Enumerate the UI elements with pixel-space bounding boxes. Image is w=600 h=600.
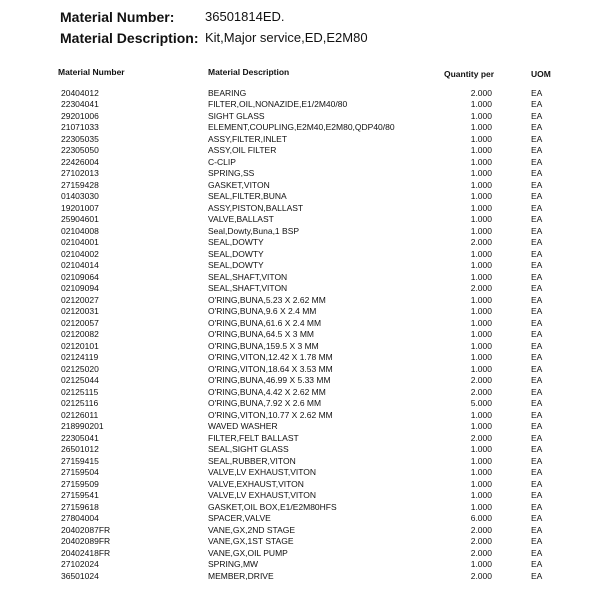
material-number-cell: 02104014 xyxy=(61,260,99,270)
material-description-cell: SEAL,DOWTY xyxy=(208,237,264,247)
material-number-cell: 20402087FR xyxy=(61,524,111,535)
material-number-cell: 02120057 xyxy=(61,317,99,328)
table-row xyxy=(0,559,600,571)
material-number-cell: 20402418FR xyxy=(61,547,111,558)
material-number-cell: 02120027 xyxy=(61,294,99,305)
uom-cell: EA xyxy=(531,490,543,500)
material-description-cell: O'RING,BUNA,64.5 X 3 MM xyxy=(208,329,315,339)
quantity-cell: 1.000 xyxy=(470,133,492,144)
material-number-cell: 27159415 xyxy=(61,455,99,466)
material-number-cell: 02104002 xyxy=(61,248,99,259)
uom-cell: EA xyxy=(531,455,543,466)
material-number-cell: 27159504 xyxy=(61,467,99,477)
materials-table xyxy=(0,88,600,583)
quantity-cell: 1.000 xyxy=(470,225,492,236)
uom-cell: EA xyxy=(531,145,543,155)
uom-cell: EA xyxy=(531,524,543,535)
material-description-cell: O'RING,BUNA,61.6 X 2.4 MM xyxy=(208,317,322,328)
material-description-cell: O'RING,BUNA,7.92 X 2.6 MM xyxy=(208,398,322,408)
quantity-cell: 1.000 xyxy=(470,329,492,339)
material-number-cell: 19201007 xyxy=(61,202,99,213)
quantity-cell: 2.000 xyxy=(470,375,492,385)
material-number-cell: 22305041 xyxy=(61,432,99,443)
table-row xyxy=(0,272,600,284)
material-number-cell: 02126011 xyxy=(61,409,99,420)
material-description-cell: ASSY,OIL FILTER xyxy=(208,145,277,155)
material-number-cell: 218990201 xyxy=(61,421,104,431)
table-row xyxy=(0,467,600,479)
material-description-cell: VALVE,BALLAST xyxy=(208,214,274,224)
table-row xyxy=(0,513,600,525)
table-row xyxy=(0,329,600,341)
uom-cell: EA xyxy=(531,87,543,98)
quantity-cell: 2.000 xyxy=(470,570,492,581)
quantity-cell: 2.000 xyxy=(470,237,492,247)
table-row xyxy=(0,490,600,502)
uom-cell: EA xyxy=(531,283,543,293)
quantity-cell: 2.000 xyxy=(470,536,492,546)
material-number-cell: 22305035 xyxy=(61,133,99,144)
material-number-cell: 36501024 xyxy=(61,570,99,581)
material-number-cell: 27159509 xyxy=(61,478,99,489)
uom-cell: EA xyxy=(531,432,543,443)
uom-cell: EA xyxy=(531,248,543,259)
table-row xyxy=(0,548,600,560)
table-row xyxy=(0,180,600,192)
quantity-cell: 1.000 xyxy=(470,444,492,454)
material-number-cell: 20404012 xyxy=(61,87,99,98)
quantity-cell: 1.000 xyxy=(470,409,492,420)
table-row xyxy=(0,433,600,445)
material-description-cell: SPRING,SS xyxy=(208,168,255,178)
column-header-quantity: Quantity per xyxy=(444,69,495,79)
uom-cell: EA xyxy=(531,317,543,328)
uom-cell: EA xyxy=(531,122,543,132)
table-row xyxy=(0,295,600,307)
table-row xyxy=(0,410,600,422)
material-number-cell: 02125020 xyxy=(61,363,99,374)
quantity-cell: 1.000 xyxy=(470,559,492,569)
uom-cell: EA xyxy=(531,363,543,374)
uom-cell: EA xyxy=(531,398,543,408)
material-description-cell: FILTER,OIL,NONAZIDE,E1/2M40/80 xyxy=(208,99,348,109)
quantity-cell: 1.000 xyxy=(470,214,492,224)
material-description-cell: VALVE,LV EXHAUST,VITON xyxy=(208,467,317,477)
table-row xyxy=(0,375,600,387)
material-description-cell: O'RING,BUNA,4.42 X 2.62 MM xyxy=(208,386,326,397)
quantity-cell: 1.000 xyxy=(470,352,492,362)
column-header-uom: UOM xyxy=(531,69,551,79)
material-number-cell: 25904601 xyxy=(61,214,99,224)
material-number-cell: 02104008 xyxy=(61,225,99,236)
material-description-cell: VANE,GX,OIL PUMP xyxy=(208,547,288,558)
table-row xyxy=(0,145,600,157)
material-description-cell: BEARING xyxy=(208,87,247,98)
table-row xyxy=(0,111,600,123)
uom-cell: EA xyxy=(531,478,543,489)
material-description-cell: C-CLIP xyxy=(208,156,236,167)
quantity-cell: 1.000 xyxy=(470,455,492,466)
quantity-cell: 1.000 xyxy=(470,271,492,282)
material-description-value: Kit,Major service,ED,E2M80 xyxy=(205,30,368,45)
table-row xyxy=(0,134,600,146)
uom-cell: EA xyxy=(531,409,543,420)
material-description-cell: GASKET,OIL BOX,E1/E2M80HFS xyxy=(208,501,337,512)
material-number-cell: 26501012 xyxy=(61,444,99,454)
table-row xyxy=(0,99,600,111)
uom-cell: EA xyxy=(531,386,543,397)
table-row xyxy=(0,387,600,399)
quantity-cell: 1.000 xyxy=(470,340,492,351)
material-number-cell: 02120082 xyxy=(61,329,99,339)
quantity-cell: 1.000 xyxy=(470,490,492,500)
material-description-cell: SEAL,FILTER,BUNA xyxy=(208,191,287,201)
material-description-cell: SEAL,DOWTY xyxy=(208,248,264,259)
table-row xyxy=(0,260,600,272)
uom-cell: EA xyxy=(531,375,543,385)
table-row xyxy=(0,421,600,433)
material-number-cell: 27102013 xyxy=(61,168,99,178)
material-description-cell: VANE,GX,2ND STAGE xyxy=(208,524,296,535)
uom-cell: EA xyxy=(531,260,543,270)
uom-cell: EA xyxy=(531,306,543,316)
quantity-cell: 2.000 xyxy=(470,524,492,535)
material-number-cell: 02125044 xyxy=(61,375,99,385)
quantity-cell: 1.000 xyxy=(470,145,492,155)
table-row xyxy=(0,364,600,376)
material-number-cell: 29201006 xyxy=(61,110,99,121)
quantity-cell: 1.000 xyxy=(470,260,492,270)
table-row xyxy=(0,318,600,330)
uom-cell: EA xyxy=(531,168,543,178)
quantity-cell: 1.000 xyxy=(470,191,492,201)
material-description-cell: O'RING,VITON,10.77 X 2.62 MM xyxy=(208,409,333,420)
table-row xyxy=(0,536,600,548)
material-description-cell: O'RING,BUNA,5.23 X 2.62 MM xyxy=(208,294,326,305)
quantity-cell: 2.000 xyxy=(470,547,492,558)
material-description-cell: SEAL,SIGHT GLASS xyxy=(208,444,289,454)
uom-cell: EA xyxy=(531,294,543,305)
material-number-cell: 02124119 xyxy=(61,352,99,362)
table-row xyxy=(0,249,600,261)
quantity-cell: 2.000 xyxy=(470,432,492,443)
material-number-cell: 02125115 xyxy=(61,386,99,397)
table-row xyxy=(0,352,600,364)
table-row xyxy=(0,88,600,100)
uom-cell: EA xyxy=(531,513,543,523)
quantity-cell: 1.000 xyxy=(470,467,492,477)
material-number-cell: 27159618 xyxy=(61,501,99,512)
material-description-cell: VALVE,EXHAUST,VITON xyxy=(208,478,304,489)
material-number-cell: 02104001 xyxy=(61,237,99,247)
quantity-cell: 1.000 xyxy=(470,122,492,132)
quantity-cell: 2.000 xyxy=(470,87,492,98)
material-number-label: Material Number: xyxy=(60,9,175,25)
uom-cell: EA xyxy=(531,179,543,190)
material-description-cell: SEAL,SHAFT,VITON xyxy=(208,271,288,282)
material-description-cell: O'RING,BUNA,46.99 X 5.33 MM xyxy=(208,375,331,385)
uom-cell: EA xyxy=(531,467,543,477)
material-description-cell: SEAL,RUBBER,VITON xyxy=(208,455,296,466)
table-row xyxy=(0,456,600,468)
uom-cell: EA xyxy=(531,536,543,546)
uom-cell: EA xyxy=(531,214,543,224)
material-description-cell: FILTER,FELT BALLAST xyxy=(208,432,299,443)
column-header-description: Material Description xyxy=(208,67,290,77)
quantity-cell: 1.000 xyxy=(470,99,492,109)
quantity-cell: 1.000 xyxy=(470,363,492,374)
material-number-cell: 27159541 xyxy=(61,490,99,500)
material-number-cell: 02120101 xyxy=(61,340,99,351)
table-row xyxy=(0,157,600,169)
material-number-cell: 22426004 xyxy=(61,156,99,167)
material-description-cell: SIGHT GLASS xyxy=(208,110,265,121)
material-number-cell: 02109064 xyxy=(61,271,99,282)
uom-cell: EA xyxy=(531,156,543,167)
uom-cell: EA xyxy=(531,191,543,201)
uom-cell: EA xyxy=(531,340,543,351)
material-description-cell: O'RING,BUNA,9.6 X 2.4 MM xyxy=(208,306,317,316)
material-description-cell: ELEMENT,COUPLING,E2M40,E2M80,QDP40/80 xyxy=(208,122,395,132)
uom-cell: EA xyxy=(531,501,543,512)
material-description-cell: SEAL,SHAFT,VITON xyxy=(208,283,288,293)
table-row xyxy=(0,226,600,238)
uom-cell: EA xyxy=(531,421,543,431)
quantity-cell: 1.000 xyxy=(470,317,492,328)
quantity-cell: 1.000 xyxy=(470,478,492,489)
material-description-cell: GASKET,VITON xyxy=(208,179,270,190)
material-number-cell: 27159428 xyxy=(61,179,99,190)
material-description-cell: SPRING,MW xyxy=(208,559,259,569)
material-number-cell: 02120031 xyxy=(61,306,99,316)
material-number-cell: 20402089FR xyxy=(61,536,111,546)
material-description-label: Material Description: xyxy=(60,30,199,46)
table-row xyxy=(0,306,600,318)
uom-cell: EA xyxy=(531,110,543,121)
material-description-cell: SEAL,DOWTY xyxy=(208,260,264,270)
table-row xyxy=(0,191,600,203)
quantity-cell: 1.000 xyxy=(470,501,492,512)
material-description-cell: ASSY,PISTON,BALLAST xyxy=(208,202,304,213)
material-description-cell: Seal,Dowty,Buna,1 BSP xyxy=(208,225,300,236)
quantity-cell: 5.000 xyxy=(470,398,492,408)
quantity-cell: 1.000 xyxy=(470,202,492,213)
uom-cell: EA xyxy=(531,329,543,339)
uom-cell: EA xyxy=(531,444,543,454)
table-row xyxy=(0,122,600,134)
table-row xyxy=(0,283,600,295)
quantity-cell: 1.000 xyxy=(470,156,492,167)
quantity-cell: 1.000 xyxy=(470,179,492,190)
material-description-cell: VANE,GX,1ST STAGE xyxy=(208,536,294,546)
material-number-cell: 02125116 xyxy=(61,398,99,408)
material-number-cell: 27804004 xyxy=(61,513,99,523)
material-description-cell: SPACER,VALVE xyxy=(208,513,271,523)
material-number-cell: 27102024 xyxy=(61,559,99,569)
material-description-cell: O'RING,VITON,12.42 X 1.78 MM xyxy=(208,352,333,362)
material-number-cell: 21071033 xyxy=(61,122,99,132)
uom-cell: EA xyxy=(531,559,543,569)
quantity-cell: 1.000 xyxy=(470,110,492,121)
material-description-cell: O'RING,VITON,18.64 X 3.53 MM xyxy=(208,363,333,374)
material-description-cell: O'RING,BUNA,159.5 X 3 MM xyxy=(208,340,319,351)
material-description-cell: ASSY,FILTER,INLET xyxy=(208,133,288,144)
quantity-cell: 1.000 xyxy=(470,168,492,178)
material-number-value: 36501814ED. xyxy=(205,9,285,24)
uom-cell: EA xyxy=(531,352,543,362)
table-row xyxy=(0,502,600,514)
quantity-cell: 2.000 xyxy=(470,283,492,293)
table-row xyxy=(0,237,600,249)
uom-cell: EA xyxy=(531,237,543,247)
uom-cell: EA xyxy=(531,202,543,213)
material-number-cell: 22304041 xyxy=(61,99,99,109)
material-number-cell: 02109094 xyxy=(61,283,99,293)
quantity-cell: 2.000 xyxy=(470,386,492,397)
material-number-cell: 01403030 xyxy=(61,191,99,201)
quantity-cell: 1.000 xyxy=(470,248,492,259)
uom-cell: EA xyxy=(531,225,543,236)
table-row xyxy=(0,571,600,583)
material-number-cell: 22305050 xyxy=(61,145,99,155)
table-row xyxy=(0,525,600,537)
uom-cell: EA xyxy=(531,271,543,282)
material-description-cell: VALVE,LV EXHAUST,VITON xyxy=(208,490,317,500)
table-row xyxy=(0,168,600,180)
uom-cell: EA xyxy=(531,133,543,144)
quantity-cell: 6.000 xyxy=(470,513,492,523)
quantity-cell: 1.000 xyxy=(470,421,492,431)
quantity-cell: 1.000 xyxy=(470,306,492,316)
column-header-number: Material Number xyxy=(58,67,125,77)
table-row xyxy=(0,341,600,353)
table-row xyxy=(0,479,600,491)
table-row xyxy=(0,214,600,226)
uom-cell: EA xyxy=(531,99,543,109)
table-row xyxy=(0,398,600,410)
material-description-cell: WAVED WASHER xyxy=(208,421,278,431)
uom-cell: EA xyxy=(531,570,543,581)
table-row xyxy=(0,203,600,215)
material-description-cell: MEMBER,DRIVE xyxy=(208,570,274,581)
uom-cell: EA xyxy=(531,547,543,558)
quantity-cell: 1.000 xyxy=(470,294,492,305)
table-row xyxy=(0,444,600,456)
